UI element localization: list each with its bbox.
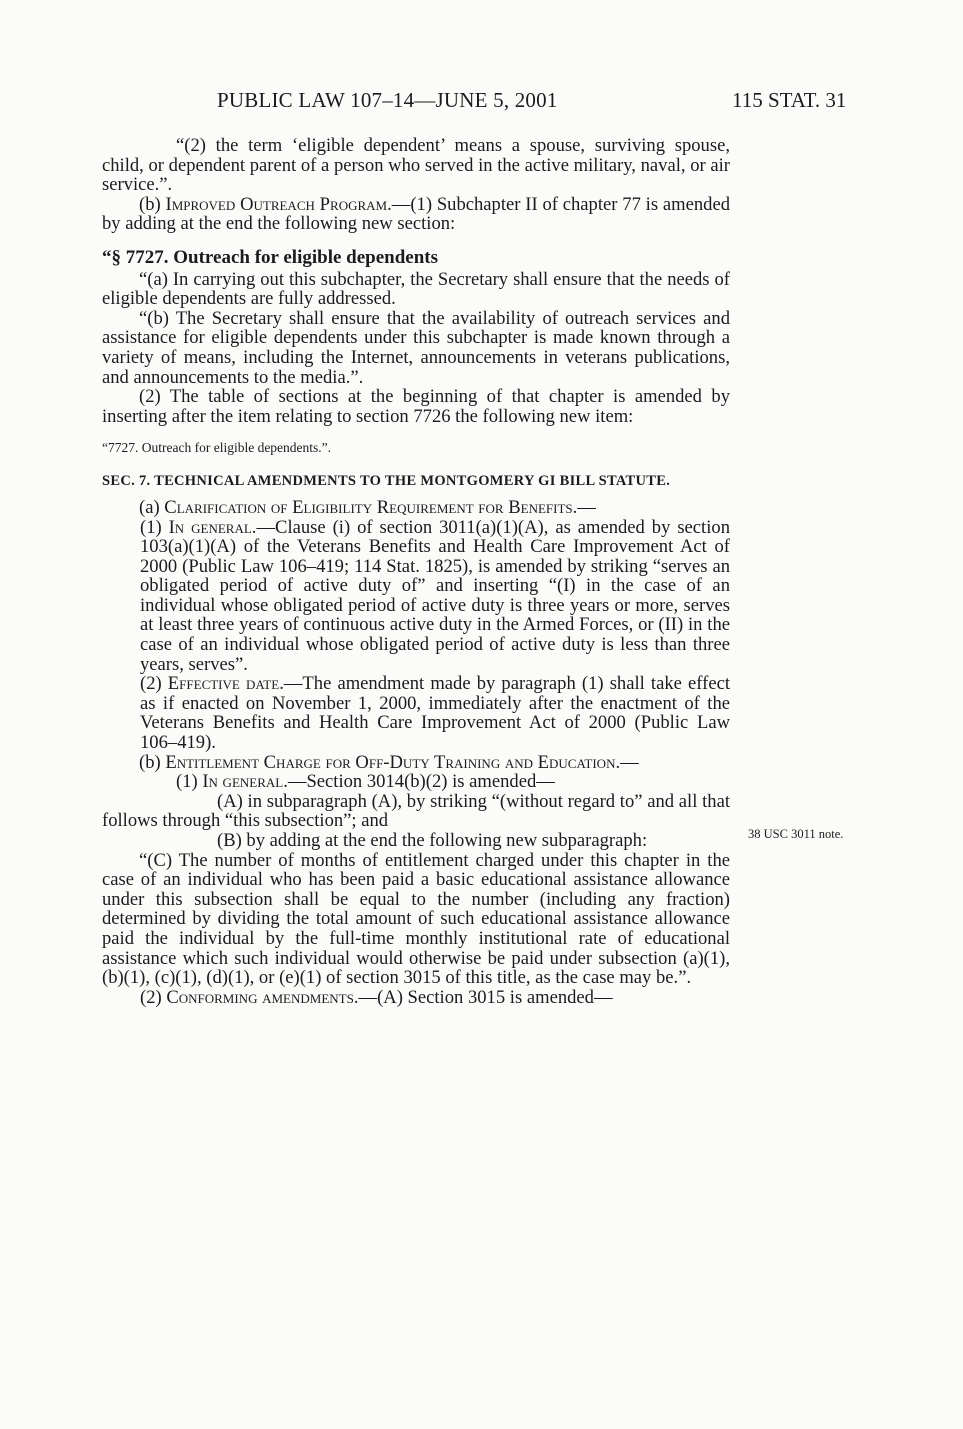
subsection-b-label: (b) bbox=[139, 751, 166, 773]
subparagraph-b-A: (A) in subparagraph (A), by striking “(without regard to” and all that follows through “this subsection”; and bbox=[102, 790, 730, 832]
paragraph-a2-text: .—The amendment made by paragraph (1) shall take effect as if enacted on November 1, 2000, immediately after the enactment of the Veterans Benefits and Health Care Improvement Act of 2000 (Public Law 106–419). bbox=[140, 673, 730, 754]
subsection-b-tail: .— bbox=[615, 751, 639, 773]
paragraph-b1-caption: (1) In general bbox=[176, 771, 284, 793]
paragraph-a1 bbox=[102, 518, 730, 675]
paragraph-b2-text: .—(A) Section 3015 is amended— bbox=[353, 986, 613, 1008]
subsection-caption: Improved Outreach Program bbox=[165, 193, 388, 215]
subsection-a-caption: Clarification of Eligibility Requirement for Benefits bbox=[164, 496, 573, 518]
margin-note-usc-citation: 38 USC 3011 note. bbox=[748, 827, 844, 841]
statute-page-number: 115 STAT. 31 bbox=[732, 88, 847, 112]
paragraph-b2-caption: (2) Conforming amendments bbox=[140, 986, 354, 1008]
subsection-text: .—(1) Subchapter II of chapter 77 is amended by adding at the end the following new section: bbox=[102, 193, 730, 235]
paragraph-7727-b: “(b) The Secretary shall ensure that the availability of outreach services and assistance for eligible dependents under this subchapter is made known through a variety of means, including the Internet, announcements in veterans publications, and announcements to the media.”. bbox=[102, 307, 730, 388]
subsection-label: (b) bbox=[139, 193, 166, 215]
section-7-heading: SEC. 7. TECHNICAL AMENDMENTS TO THE MONTGOMERY GI BILL STATUTE. bbox=[102, 472, 671, 489]
subparagraph-b-C: “(C) The number of months of entitlement charged under this chapter in the case of an individual who has been paid a basic educational assistance allowance under this subsection shall be equal to the number (including any fraction) determined by dividing the total amount of such educational assistance allowance paid the individual by the full-time monthly institutional rate of educational assistance which such individual would otherwise be paid under subsection (a)(1), (b)(1), (c)(1), (d)(1), or (e)(1) of section 3015 of this title, as the case may be.”. bbox=[102, 849, 730, 989]
running-header-title: PUBLIC LAW 107–14—JUNE 5, 2001 bbox=[217, 88, 558, 112]
table-of-sections-item: “7727. Outreach for eligible dependents.”. bbox=[102, 440, 332, 456]
subparagraph-b-B: (B) by adding at the end the following new subparagraph: bbox=[217, 830, 648, 851]
paragraph-7727-a: “(a) In carrying out this subchapter, the Secretary shall ensure that the needs of eligible dependents are fully addressed. bbox=[102, 268, 730, 310]
paragraph-a1-caption: (1) In general bbox=[140, 516, 252, 538]
section-7727-heading: “§ 7727. Outreach for eligible dependents bbox=[102, 246, 439, 268]
paragraph-b2 bbox=[102, 988, 730, 1008]
paragraph-a1-text: .—Clause (i) of section 3011(a)(1)(A), as amended by section 103(a)(1)(A) of the Veterans Benefits and Health Care Improvement Act of 2000 (Public Law 106–419; 114 Stat. 1825), is amended by striking “serves an obligated period of active duty of” and inserting “(I) in the case of an individual whose obligated period of active duty is three years or more, serves at least three years of continuous active duty in the Armed Forces, or (II) in the case of an individual whose obligated period of active duty is less than three years, serves”. bbox=[140, 516, 730, 675]
paragraph-b1-text: .—Section 3014(b)(2) is amended— bbox=[283, 771, 555, 793]
paragraph-b1 bbox=[102, 772, 730, 792]
subsection-b-caption: Entitlement Charge for Off-Duty Training and Education bbox=[165, 751, 616, 773]
paragraph-a2-caption: (2) Effective date bbox=[140, 673, 280, 695]
paragraph-eligible-dependent-definition: “(2) the term ‘eligible dependent’ means a spouse, surviving spouse, child, or dependent parent of a person who served in the active military, naval, or air service.”. bbox=[102, 135, 730, 196]
subsection-a bbox=[102, 498, 730, 518]
paragraph-a2 bbox=[102, 674, 730, 752]
subsection-a-label: (a) bbox=[139, 496, 165, 518]
paragraph-table-of-sections: (2) The table of sections at the beginning of that chapter is amended by inserting after the item relating to section 7726 the following new item: bbox=[102, 386, 730, 427]
body-text bbox=[102, 136, 730, 1007]
subsection-b bbox=[102, 753, 730, 773]
subsection-a-tail: .— bbox=[572, 496, 596, 518]
paragraph-improved-outreach bbox=[102, 195, 730, 234]
